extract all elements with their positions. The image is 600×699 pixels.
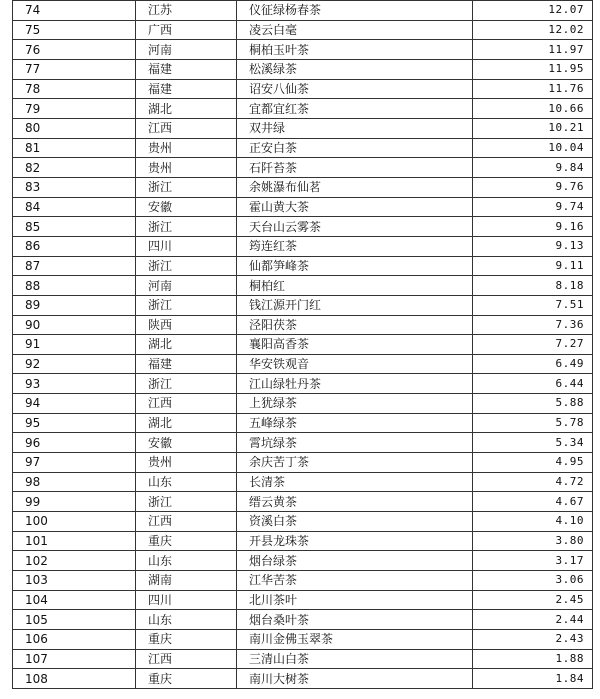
province-cell: 江西 [136,118,237,138]
province-cell: 陕西 [136,315,237,335]
table-row [13,256,593,276]
rank-cell: 97 [13,453,136,473]
rank-cell: 74 [13,1,136,21]
rank-cell: 96 [13,433,136,453]
table-row [13,177,593,197]
value-cell: 10.21 [473,118,593,138]
rank-cell: 108 [13,669,136,689]
tea-name-cell: 南川金佛玉翠茶 [237,630,473,650]
value-cell: 1.88 [473,649,593,669]
table-row [13,59,593,79]
tea-name-cell: 钱江源开门红 [237,295,473,315]
rank-cell: 81 [13,138,136,158]
value-cell: 11.97 [473,40,593,60]
value-cell: 8.18 [473,276,593,296]
tea-name-cell: 缙云黄茶 [237,492,473,512]
province-cell: 安徽 [136,433,237,453]
value-cell: 9.76 [473,177,593,197]
value-cell: 11.95 [473,59,593,79]
rank-cell: 92 [13,354,136,374]
tea-name-cell: 长清茶 [237,472,473,492]
table-row [13,433,593,453]
rank-cell: 80 [13,118,136,138]
table-row [13,118,593,138]
province-cell: 湖北 [136,413,237,433]
rank-cell: 105 [13,610,136,630]
rank-cell: 82 [13,158,136,178]
province-cell: 山东 [136,551,237,571]
tea-name-cell: 松溪绿茶 [237,59,473,79]
province-cell: 湖南 [136,571,237,591]
tea-name-cell: 宜都宜红茶 [237,99,473,119]
tea-ranking-table [12,0,593,689]
value-cell: 2.44 [473,610,593,630]
tea-name-cell: 三清山白茶 [237,649,473,669]
tea-name-cell: 凌云白毫 [237,20,473,40]
rank-cell: 90 [13,315,136,335]
province-cell: 福建 [136,59,237,79]
tea-name-cell: 桐柏红 [237,276,473,296]
province-cell: 江苏 [136,1,237,21]
rank-cell: 101 [13,531,136,551]
table-row [13,531,593,551]
province-cell: 浙江 [136,217,237,237]
tea-name-cell: 南川大树茶 [237,669,473,689]
tea-name-cell: 仙都笋峰茶 [237,256,473,276]
table-row [13,413,593,433]
province-cell: 福建 [136,79,237,99]
rank-cell: 104 [13,590,136,610]
value-cell: 4.95 [473,453,593,473]
province-cell: 山东 [136,610,237,630]
value-cell: 9.16 [473,217,593,237]
value-cell: 9.84 [473,158,593,178]
rank-cell: 99 [13,492,136,512]
tea-name-cell: 双井绿 [237,118,473,138]
table-row [13,40,593,60]
table-row [13,20,593,40]
table-row [13,295,593,315]
province-cell: 浙江 [136,492,237,512]
province-cell: 江西 [136,649,237,669]
tea-name-cell: 桐柏玉叶茶 [237,40,473,60]
table-row [13,315,593,335]
rank-cell: 75 [13,20,136,40]
tea-name-cell: 泾阳茯茶 [237,315,473,335]
tea-name-cell: 江山绿牡丹茶 [237,374,473,394]
province-cell: 河南 [136,276,237,296]
value-cell: 7.51 [473,295,593,315]
value-cell: 3.17 [473,551,593,571]
value-cell: 3.80 [473,531,593,551]
tea-name-cell: 五峰绿茶 [237,413,473,433]
tea-name-cell: 华安铁观音 [237,354,473,374]
rank-cell: 89 [13,295,136,315]
province-cell: 浙江 [136,256,237,276]
province-cell: 贵州 [136,158,237,178]
table-row [13,610,593,630]
table-row [13,551,593,571]
value-cell: 7.36 [473,315,593,335]
table-row [13,197,593,217]
table-body [13,1,593,689]
table-row [13,276,593,296]
province-cell: 四川 [136,236,237,256]
rank-cell: 88 [13,276,136,296]
province-cell: 浙江 [136,374,237,394]
province-cell: 湖北 [136,335,237,355]
value-cell: 10.66 [473,99,593,119]
value-cell: 3.06 [473,571,593,591]
rank-cell: 94 [13,394,136,414]
rank-cell: 79 [13,99,136,119]
table-row [13,453,593,473]
value-cell: 4.10 [473,512,593,532]
province-cell: 湖北 [136,99,237,119]
province-cell: 重庆 [136,630,237,650]
rank-cell: 78 [13,79,136,99]
tea-name-cell: 仪征绿杨春茶 [237,1,473,21]
rank-cell: 84 [13,197,136,217]
table-row [13,669,593,689]
tea-name-cell: 天台山云雾茶 [237,217,473,237]
table-row [13,512,593,532]
value-cell: 9.74 [473,197,593,217]
value-cell: 6.49 [473,354,593,374]
rank-cell: 86 [13,236,136,256]
province-cell: 贵州 [136,138,237,158]
value-cell: 9.13 [473,236,593,256]
rank-cell: 95 [13,413,136,433]
tea-name-cell: 烟台绿茶 [237,551,473,571]
table-row [13,158,593,178]
province-cell: 重庆 [136,531,237,551]
tea-name-cell: 诏安八仙茶 [237,79,473,99]
table-row [13,217,593,237]
tea-name-cell: 资溪白茶 [237,512,473,532]
province-cell: 广西 [136,20,237,40]
value-cell: 4.67 [473,492,593,512]
province-cell: 福建 [136,354,237,374]
rank-cell: 77 [13,59,136,79]
value-cell: 10.04 [473,138,593,158]
province-cell: 贵州 [136,453,237,473]
table-row [13,394,593,414]
table-row [13,335,593,355]
table-row [13,630,593,650]
province-cell: 山东 [136,472,237,492]
table-row [13,571,593,591]
table-row [13,138,593,158]
rank-cell: 107 [13,649,136,669]
tea-name-cell: 筠连红茶 [237,236,473,256]
value-cell: 7.27 [473,335,593,355]
province-cell: 河南 [136,40,237,60]
rank-cell: 100 [13,512,136,532]
table-row [13,492,593,512]
tea-name-cell: 开县龙珠茶 [237,531,473,551]
value-cell: 9.11 [473,256,593,276]
tea-name-cell: 霍山黄大茶 [237,197,473,217]
rank-cell: 103 [13,571,136,591]
rank-cell: 98 [13,472,136,492]
tea-name-cell: 烟台桑叶茶 [237,610,473,630]
table-row [13,472,593,492]
value-cell: 12.02 [473,20,593,40]
value-cell: 5.78 [473,413,593,433]
tea-name-cell: 余庆苦丁茶 [237,453,473,473]
tea-name-cell: 江华苦茶 [237,571,473,591]
table-row [13,354,593,374]
province-cell: 四川 [136,590,237,610]
rank-cell: 106 [13,630,136,650]
province-cell: 江西 [136,512,237,532]
value-cell: 5.88 [473,394,593,414]
value-cell: 4.72 [473,472,593,492]
rank-cell: 87 [13,256,136,276]
province-cell: 浙江 [136,177,237,197]
rank-cell: 83 [13,177,136,197]
table-row [13,374,593,394]
value-cell: 1.84 [473,669,593,689]
value-cell: 12.07 [473,1,593,21]
rank-cell: 102 [13,551,136,571]
value-cell: 2.45 [473,590,593,610]
tea-name-cell: 北川茶叶 [237,590,473,610]
rank-cell: 91 [13,335,136,355]
table-row [13,79,593,99]
table-row [13,649,593,669]
table-row [13,236,593,256]
rank-cell: 85 [13,217,136,237]
tea-name-cell: 余姚瀑布仙茗 [237,177,473,197]
tea-name-cell: 霄坑绿茶 [237,433,473,453]
rank-cell: 76 [13,40,136,60]
province-cell: 浙江 [136,295,237,315]
tea-name-cell: 上犹绿茶 [237,394,473,414]
province-cell: 重庆 [136,669,237,689]
value-cell: 6.44 [473,374,593,394]
value-cell: 11.76 [473,79,593,99]
province-cell: 江西 [136,394,237,414]
value-cell: 5.34 [473,433,593,453]
tea-name-cell: 正安白茶 [237,138,473,158]
table-row [13,1,593,21]
value-cell: 2.43 [473,630,593,650]
table-row [13,99,593,119]
rank-cell: 93 [13,374,136,394]
tea-name-cell: 石阡苔茶 [237,158,473,178]
tea-name-cell: 襄阳高香茶 [237,335,473,355]
province-cell: 安徽 [136,197,237,217]
table-row [13,590,593,610]
